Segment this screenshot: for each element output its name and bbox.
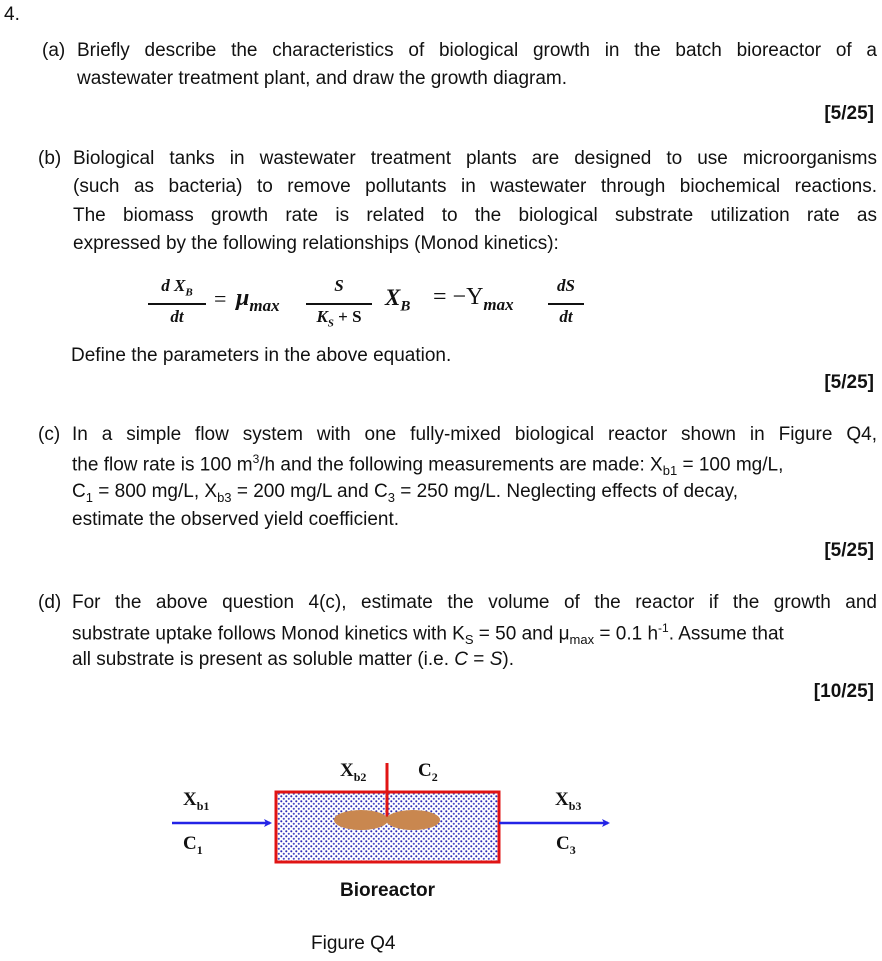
part-d-line1: For the above question 4(c), estimate the volume of the reactor if the growth and [72,592,877,613]
part-b-line3: The biomass growth rate is related to the biological substrate utilization rate as [73,205,877,226]
tank-c2-label: $C_2$ [418,760,438,784]
part-a-label: (a) [42,40,66,61]
reactor-label: Bioreactor [340,880,436,901]
part-b-line2: (such as bacteria) to remove pollutants in wastewater through biochemical reactions. [73,176,877,197]
eq-frac-denominator: $K_S + S$ [316,307,362,330]
question-number: 4. [4,4,20,25]
part-d-line2: substrate uptake follows Monod kinetics with $K_S = 50$ and $\mu_{max} = 0.1$ $h^{-1}$. Assume that [72,621,784,648]
part-b-line4: expressed by the following relationships (Monod kinetics): [73,233,559,254]
eq-lhs-numerator: d $X_B$ [161,276,193,299]
part-c-line3: $C_1 = 800$ mg/L, $X_{b3} = 200$ mg/L and $C_3 = 250$ mg/L. Neglecting effects of decay, [72,481,739,505]
inlet-xb1-label: $X_{b1}$ [183,789,210,813]
part-c-label: (c) [38,424,61,445]
eq-mu-max: $\mu_{max}$ [236,285,280,315]
eq-equals-1: = [214,286,227,311]
part-a-marks: [5/25] [824,103,874,124]
part-d-line3: all substrate is present as soluble matter (i.e. C = S). [72,649,514,670]
part-c-line2: the flow rate is 100 $m^3/h$ and the following measurements are made: $X_{b1} = 100$ mg/L, [72,452,784,479]
eq-rhs-numerator: dS [557,276,575,295]
part-a-line2: wastewater treatment plant, and draw the growth diagram. [77,68,568,89]
eq-rhs-denominator: dt [559,307,573,326]
part-c-line1: In a simple flow system with one fully-mixed biological reactor shown in Figure Q4, [72,424,877,445]
eq-xb: $X_B$ [385,285,411,315]
impeller-blade-left [334,810,388,830]
part-b-define: Define the parameters in the above equation. [71,345,452,366]
inlet-c1-label: $C_1$ [183,833,203,857]
part-b-label: (b) [38,148,62,169]
eq-neg-ymax: = $-Y_{max}$ [433,284,514,314]
part-c-line4: estimate the observed yield coefficient. [72,509,400,530]
part-d-marks: [10/25] [813,681,874,702]
impeller-blade-right [386,810,440,830]
part-b-marks: [5/25] [824,372,874,393]
figure-caption: Figure Q4 [311,933,396,954]
part-d-label: (d) [38,592,62,613]
tank-xb2-label: $X_{b2}$ [340,760,367,784]
part-c-marks: [5/25] [824,540,874,561]
eq-frac-numerator: S [334,276,344,295]
part-a-line1: Briefly describe the characteristics of biological growth in the batch bioreactor of a [77,40,877,61]
part-b-line1: Biological tanks in wastewater treatment plants are designed to use microorganisms [73,148,877,169]
outlet-c3-label: $C_3$ [556,833,576,857]
eq-lhs-denominator: dt [170,307,184,326]
outlet-xb3-label: $X_{b3}$ [555,789,582,813]
